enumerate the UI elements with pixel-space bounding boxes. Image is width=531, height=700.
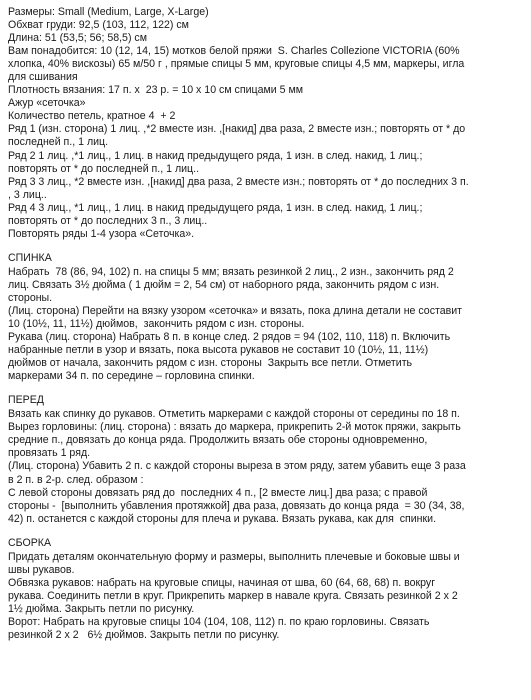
intro-text-line: для сшивания (8, 71, 78, 84)
back-heading: СПИНКА (8, 251, 52, 264)
back-text-line: Набрать 78 (86, 94, 102) п. на спицы 5 мм; вязать резинкой 2 лиц., 2 изн., закончить ряд 2 (8, 265, 454, 278)
intro-text-line: Количество петель, кратное 4 + 2 (8, 110, 176, 123)
intro-text-line: Ажур «сеточка» (8, 97, 86, 110)
intro-text-line: Ряд 3 3 лиц., *2 вместе изн. ,[накид] два раза, 2 вместе изн.; повторять от * до последних 3 п. (8, 175, 469, 188)
assembly-text-line: рукава. Соединить петли в круг. Прикрепить маркер в навале круга. Связать резинкой 2 х 2 (8, 589, 458, 602)
intro-text-line: Повторять ряды 1-4 узора «Сеточка». (8, 227, 195, 240)
front-text-line: 42) п. останется с каждой стороны для плеча и рукава. Вязать рукава, как для спинки. (8, 512, 437, 525)
back-section (8, 251, 523, 383)
intro-text-line: Размеры: Small (Medium, Large, X-Large) (8, 6, 209, 18)
front-text-line: средние п., довязать до конца ряда. Продолжить вязать обе стороны одновременно, (8, 434, 428, 447)
intro-text-line: Плотность вязания: 17 п. х 23 р. = 10 х 10 см спицами 5 мм (8, 84, 304, 97)
intro-section (8, 6, 523, 241)
back-text-line: набранные петли в узор и вязать, пока высота рукавов не составит 10 (10½, 11, 11½) (8, 344, 429, 357)
section-gap (8, 383, 523, 389)
assembly-heading: СБОРКА (8, 536, 52, 549)
assembly-text-line: резинкой 2 х 2 6½ дюймов. Закрыть петли по рисунку. (8, 628, 280, 641)
back-text-line: 10 (10½, 11, 11½) дюймов, закончить рядом с изн. стороны. (8, 318, 305, 331)
front-text-line: стороны - [выполнить убавления протяжкой] два раза, довязать до конца ряда = 30 (34, 38, (8, 499, 465, 512)
assembly-text-line: Обвязка рукавов: набрать на круговые спицы, начиная от шва, 60 (64, 68, 68) п. вокруг (8, 576, 436, 589)
back-text-line: дюймов от начала, закончить рядом с изн. стороны Закрыть все петли. Отметить (8, 357, 413, 370)
back-text-line: (Лиц. сторона) Перейти на вязку узором «сеточка» и вязать, пока длина детали не составит (8, 304, 463, 317)
back-text-line: маркерами 34 п. по середине – горловина спинки. (8, 370, 255, 383)
intro-text-line: Ряд 1 (изн. сторона) 1 лиц. ,*2 вместе изн. ,[накид] два раза, 2 вместе изн.; повторять от * до (8, 123, 466, 136)
back-text-line: Рукава (лиц. сторона) Набрать 8 п. в конце след. 2 рядов = 94 (102, 110, 118) п. Включить (8, 331, 451, 344)
intro-text-line: Длина: 51 (53,5; 56; 58,5) см (8, 32, 148, 45)
back-text-line: стороны. (8, 291, 53, 304)
intro-text-line: хлопка, 40% вискозы) 65 м/50 г , прямые спицы 5 мм, круговые спицы 4,5 мм, маркеры, игла (8, 58, 465, 71)
assembly-text-line: швы рукавов. (8, 563, 75, 576)
intro-text-line: последней п., 1 лиц. (8, 136, 109, 149)
intro-text-line: , 3 лиц.. (8, 188, 47, 201)
front-text-line: С левой стороны довязать ряд до последних 4 п., [2 вместе лиц.] два раза; с правой (8, 486, 428, 499)
front-section (8, 393, 523, 525)
front-text-line: провязать 1 ряд. (8, 447, 91, 460)
section-gap (8, 241, 523, 247)
intro-text-line: Ряд 4 3 лиц., *1 лиц., 1 лиц. в накид предыдущего ряда, 1 изн. в след. накид, 1 лиц.; (8, 201, 426, 214)
assembly-text-line: Придать деталям окончательную форму и размеры, выполнить плечевые и боковые швы и (8, 550, 460, 563)
front-heading: ПЕРЕД (8, 394, 44, 407)
front-text-line: (Лиц. сторона) Убавить 2 п. с каждой стороны выреза в этом ряду, затем убавить еще 3 раза (8, 460, 466, 473)
front-text-line: в 2 п. в 2-р. след. образом : (8, 473, 144, 486)
intro-text-line: повторять от * до последней п., 1 лиц.. (8, 162, 200, 175)
intro-text-line: Обхват груди: 92,5 (103, 112, 122) см (8, 19, 189, 32)
front-text-line: Вырез горловины: (лиц. сторона) : вязать до маркера, прикрепить 2-й моток пряжи, закрыть (8, 421, 461, 434)
section-gap (8, 526, 523, 532)
front-text-line: Вязать как спинку до рукавов. Отметить маркерами с каждой стороны от середины по 18 п. (8, 408, 460, 421)
intro-text-line: Ряд 2 1 лиц. ,*1 лиц., 1 лиц. в накид предыдущего ряда, 1 изн. в след. накид, 1 лиц.; (8, 149, 423, 162)
assembly-text-line: Ворот: Набрать на круговые спицы 104 (104, 108, 112) п. по краю горловины. Связать (8, 615, 430, 628)
intro-text-line: повторять от * до последних 3 п., 3 лиц.. (8, 214, 208, 227)
assembly-section (8, 536, 523, 642)
intro-text-line: Вам понадобится: 10 (12, 14, 15) мотков белой пряжи S. Charles Collezione VICTORIA (60% (8, 45, 460, 58)
back-text-line: лиц. Связать 3½ дюйма ( 1 дюйм = 2, 54 см) от наборного ряда, закончить рядом с изн. (8, 278, 440, 291)
assembly-text-line: 1½ дюйма. Закрыть петли по рисунку. (8, 602, 195, 615)
